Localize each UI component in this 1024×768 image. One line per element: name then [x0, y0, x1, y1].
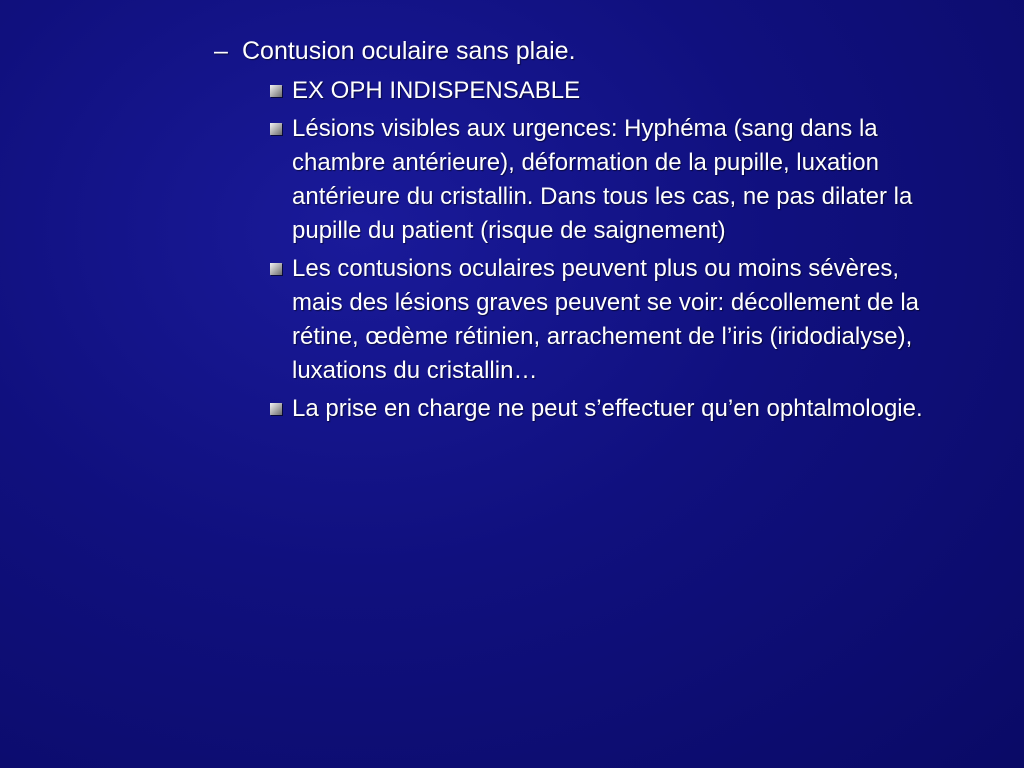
bullet-item — [268, 112, 950, 248]
level1-item — [214, 34, 974, 68]
square-bullet-icon — [268, 392, 292, 426]
bullet-list — [268, 74, 950, 426]
square-bullet-icon — [268, 252, 292, 286]
slide-content — [214, 34, 974, 430]
bullet-item-text: La prise en charge ne peut s’effectuer qu’en ophtalmologie. — [292, 395, 923, 422]
dash-marker: – — [214, 37, 228, 65]
bullet-item — [268, 392, 950, 426]
level1-text: Contusion oculaire sans plaie. — [242, 37, 576, 65]
bullet-item-text: Lésions visibles aux urgences: Hyphéma (sang dans la chambre antérieure), déformation de la pupille, luxation antérieure du cristallin. Dans tous les cas, ne pas dilater la pupille du patient (risque de saignement) — [292, 115, 913, 244]
square-bullet-icon — [268, 112, 292, 146]
bullet-item-text: EX OPH INDISPENSABLE — [292, 77, 581, 104]
bullet-item — [268, 252, 950, 388]
bullet-item-text: Les contusions oculaires peuvent plus ou moins sévères, mais des lésions graves peuvent se voir: décollement de la rétine, œdème rétinien, arrachement de l’iris (iridodialyse), luxations du cristallin… — [292, 255, 919, 384]
bullet-item — [268, 74, 950, 108]
square-bullet-icon — [268, 74, 292, 108]
